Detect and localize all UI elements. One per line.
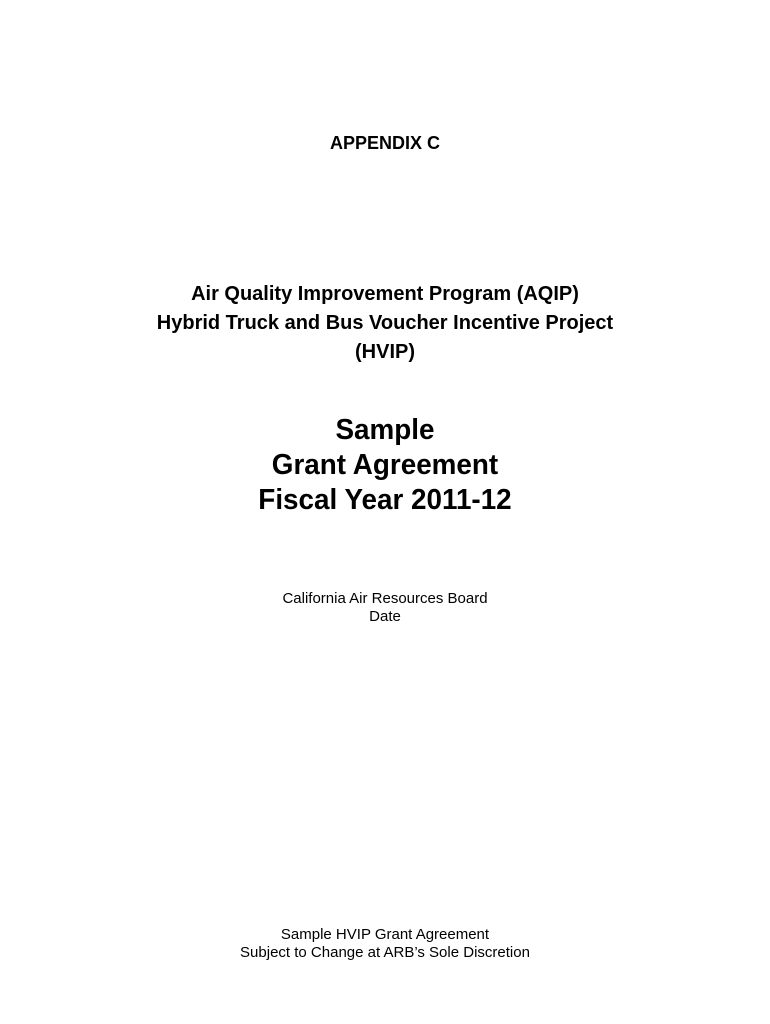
footer-title: Sample HVIP Grant Agreement (280, 926, 490, 943)
title-line-fiscal-year: Fiscal Year 2011-12 (258, 484, 512, 516)
date-label: Date (369, 608, 401, 625)
organization-name: California Air Resources Board (282, 590, 488, 607)
appendix-label: APPENDIX C (329, 133, 441, 153)
title-line-sample: Sample (335, 414, 435, 446)
program-name-line: Air Quality Improvement Program (AQIP) (191, 283, 579, 305)
document-title (15, 413, 754, 518)
appendix-heading (0, 131, 770, 155)
program-heading (0, 280, 770, 367)
footer-disclaimer: Subject to Change at ARB’s Sole Discretion (240, 944, 530, 961)
issuer-block (0, 590, 770, 626)
page-footer (0, 926, 770, 962)
project-acronym-line: (HVIP) (355, 341, 415, 363)
title-line-grant-agreement: Grant Agreement (271, 449, 499, 481)
project-name-line: Hybrid Truck and Bus Voucher Incentive Project (156, 312, 614, 334)
